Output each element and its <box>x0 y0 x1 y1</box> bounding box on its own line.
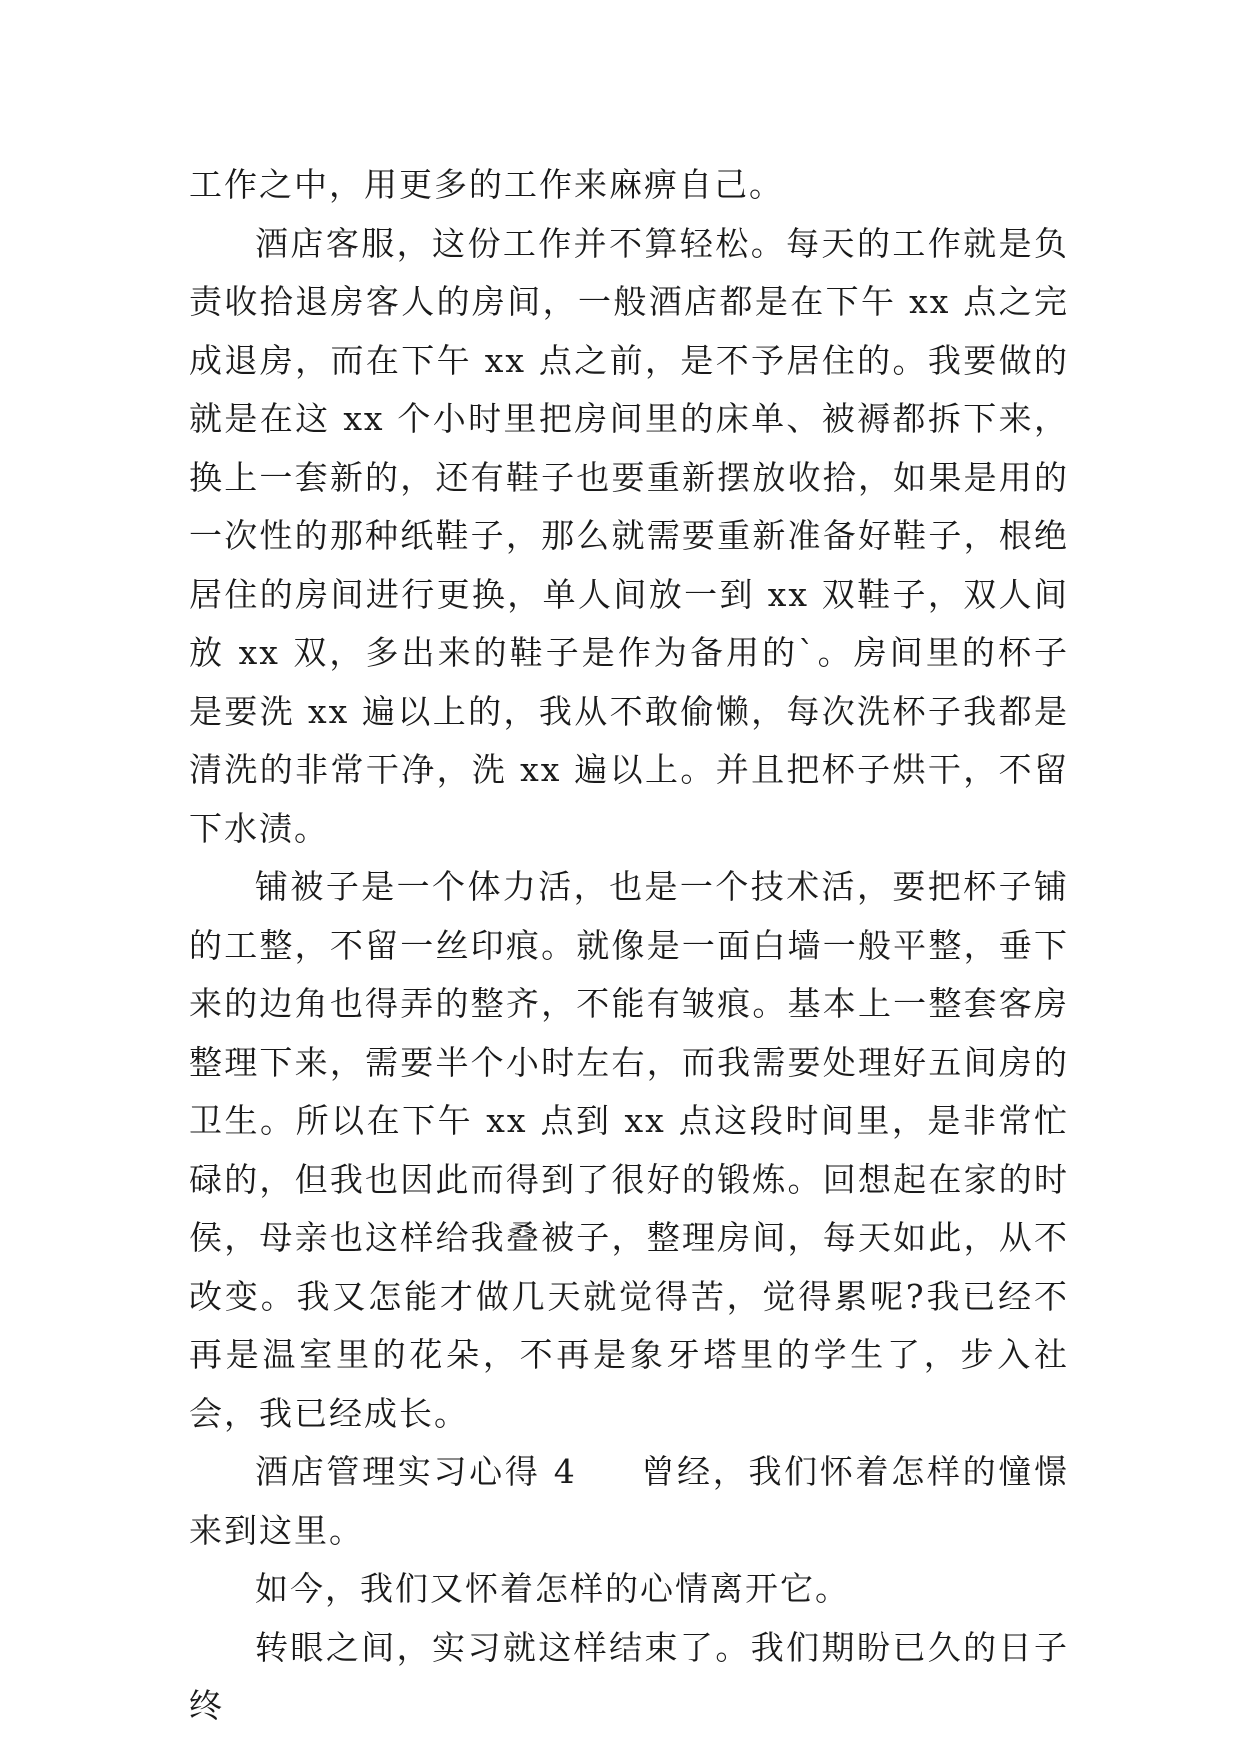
paragraph-continued: 工作之中，用更多的工作来麻痹自己。 <box>189 165 784 204</box>
paragraph-bed-making: 铺被子是一个体力活，也是一个技术活，要把杯子铺的工整，不留一丝印痕。就像是一面白墙一般平整，垂下来的边角也得弄的整齐，不能有皱痕。基本上一整套客房整理下来，需要半个小时左右，而我需要处理好五间房的卫生。所以在下午 xx 点到 xx 点这段时间里，是非常忙碌的，但我也因此而得到了很好的锻炼。回想起在家的时侯，母亲也这样给我叠被子，整理房间，每天如此，从不改变。我又怎能才做几天就觉得苦，觉得累呢?我已经不再是温室里的花朵，不再是象牙塔里的学生了，步入社会，我已经成长。 <box>189 867 1069 1433</box>
paragraph-section-4 <box>189 1443 1069 1560</box>
section-intro: 曾经，我们怀着怎样的憧憬来到这里。 <box>189 1452 1069 1550</box>
paragraph-internship-end: 转眼之间，实习就这样结束了。我们期盼已久的日子终 <box>189 1627 1069 1725</box>
paragraph-leaving: 如今，我们又怀着怎样的心情离开它。 <box>255 1569 850 1608</box>
document-body <box>189 156 1069 1736</box>
section-title: 酒店管理实习心得 4 <box>255 1452 577 1491</box>
paragraph-room-service: 酒店客服，这份工作并不算轻松。每天的工作就是负责收拾退房客人的房间，一般酒店都是在下午 xx 点之完成退房，而在下午 xx 点之前，是不予居住的。我要做的就是在这 xx 个小时里把房间里的床单、被褥都拆下来，换上一套新的，还有鞋子也要重新摆放收拾，如果是用的一次性的那种纸鞋子，那么就需要重新准备好鞋子，根绝居住的房间进行更换，单人间放一到 xx 双鞋子，双人间放 xx 双，多出来的鞋子是作为备用的`。房间里的杯子是要洗 xx 遍以上的，我从不敢偷懒，每次洗杯子我都是清洗的非常干净，洗 xx 遍以上。并且把杯子烘干，不留下水渍。 <box>189 223 1069 848</box>
